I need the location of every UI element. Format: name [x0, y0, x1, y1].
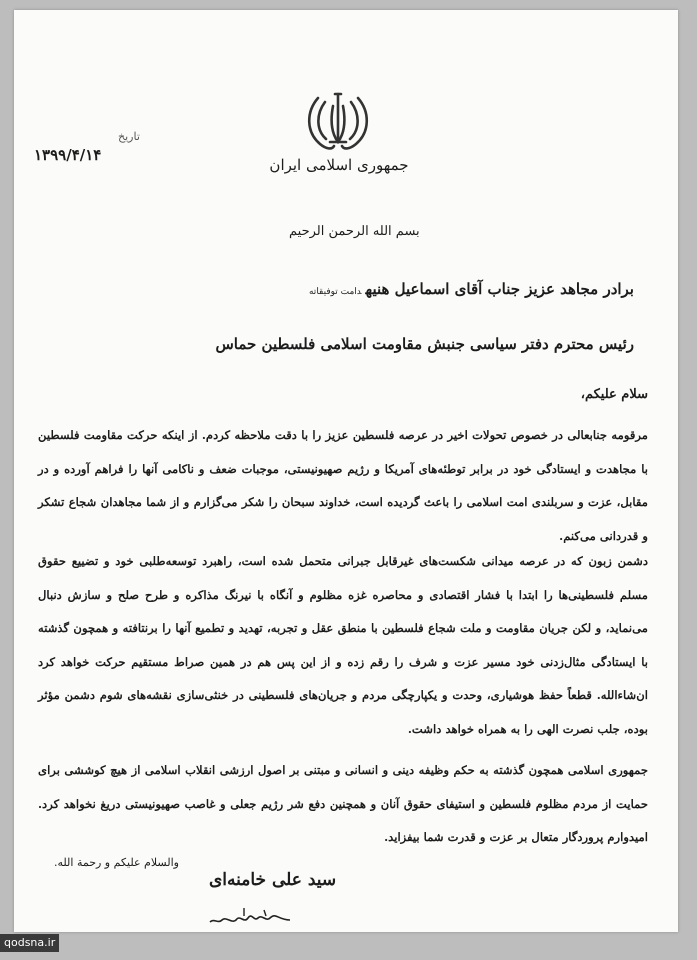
- addressee-name: برادر مجاهد عزیز جناب آقای اسماعیل هنیه: [365, 280, 634, 298]
- addressee-line: [309, 280, 634, 298]
- paragraph-2: دشمن زبون که در عرصه میدانی شکست‌های غیرقابل جبرانی متحمل شده است، راهبرد توسعه‌طلبی خود و تضییع حقوق مسلم فلسطینی‌ها را ابتدا با فشار اقتصادی و محاصره غزه مظلوم و آنگاه با نیرنگ مذاکره و طرح صلح و سازش دنبال می‌نماید، و لکن جریان مقاومت و ملت شجاع فلسطین با منطق عقل و تجربه، تهدید و تطمیع آنها را برنتافته و همچون گذشته با ایستادگی مثال‌زدنی خود مسیر عزت و شرف را رقم زده و از این پس هم در همین صراط مستقیم حرکت خواهد کرد ان‌شاءالله. قطعاً حفظ هوشیاری، وحدت و یکپارچگی مردم و جریان‌های فلسطینی در خنثی‌سازی نقشه‌های شوم دشمن مؤثر بوده، جلب نصرت الهی را به همراه خواهد داشت.: [38, 554, 648, 736]
- closing: والسلام علیکم و رحمة الله.: [54, 856, 179, 869]
- date-label: تاریخ: [118, 130, 140, 143]
- iran-emblem-icon: [304, 88, 372, 154]
- site-watermark: qodsna.ir: [0, 934, 59, 952]
- addressee-honorific: دامت توفیقاته: [308, 287, 362, 297]
- letter-page: [14, 10, 678, 932]
- greeting: سلام علیکم،: [580, 387, 648, 402]
- signatory-name: سید علی خامنه‌ای: [209, 870, 337, 890]
- country-name: جمهوری اسلامی ایران: [269, 156, 409, 174]
- handwritten-signature: [204, 902, 294, 932]
- paragraph-3: جمهوری اسلامی همچون گذشته به حکم وظیفه دینی و انسانی و مبتنی بر اصول ارزشی انقلاب اسلامی از هیچ کوششی برای حمایت از مردم مظلوم فلسطین و استیفای حقوق آنان و همچنین دفع شر رژیم جعلی و غاصب صهیونیستی دریغ نخواهد کرد. امیدوارم پروردگار متعال بر عزت و قدرت شما بیفزاید.: [38, 763, 648, 844]
- addressee-title: رئیس محترم دفتر سیاسی جنبش مقاومت اسلامی فلسطین حماس: [215, 335, 634, 353]
- letter-date: ۱۳۹۹/۴/۱۴: [34, 146, 102, 164]
- paragraph-1: مرقومه جنابعالی در خصوص تحولات اخیر در عرصه فلسطین عزیز را با دقت ملاحظه کردم. از اینکه حرکت مقاومت فلسطین با مجاهدت و ایستادگی خود در برابر توطئه‌های آمریکا و رژیم صهیونیستی، موجبات ضعف و ناکامی آنها را فراهم آورده و در مقابل، عزت و سربلندی امت اسلامی را باعث گردیده است، خداوند سبحان را شکر می‌گزارم و از شما مجاهدان شجاع تشکر و قدردانی می‌کنم.: [38, 428, 648, 543]
- basmala: بسم الله الرحمن الرحیم: [289, 224, 420, 239]
